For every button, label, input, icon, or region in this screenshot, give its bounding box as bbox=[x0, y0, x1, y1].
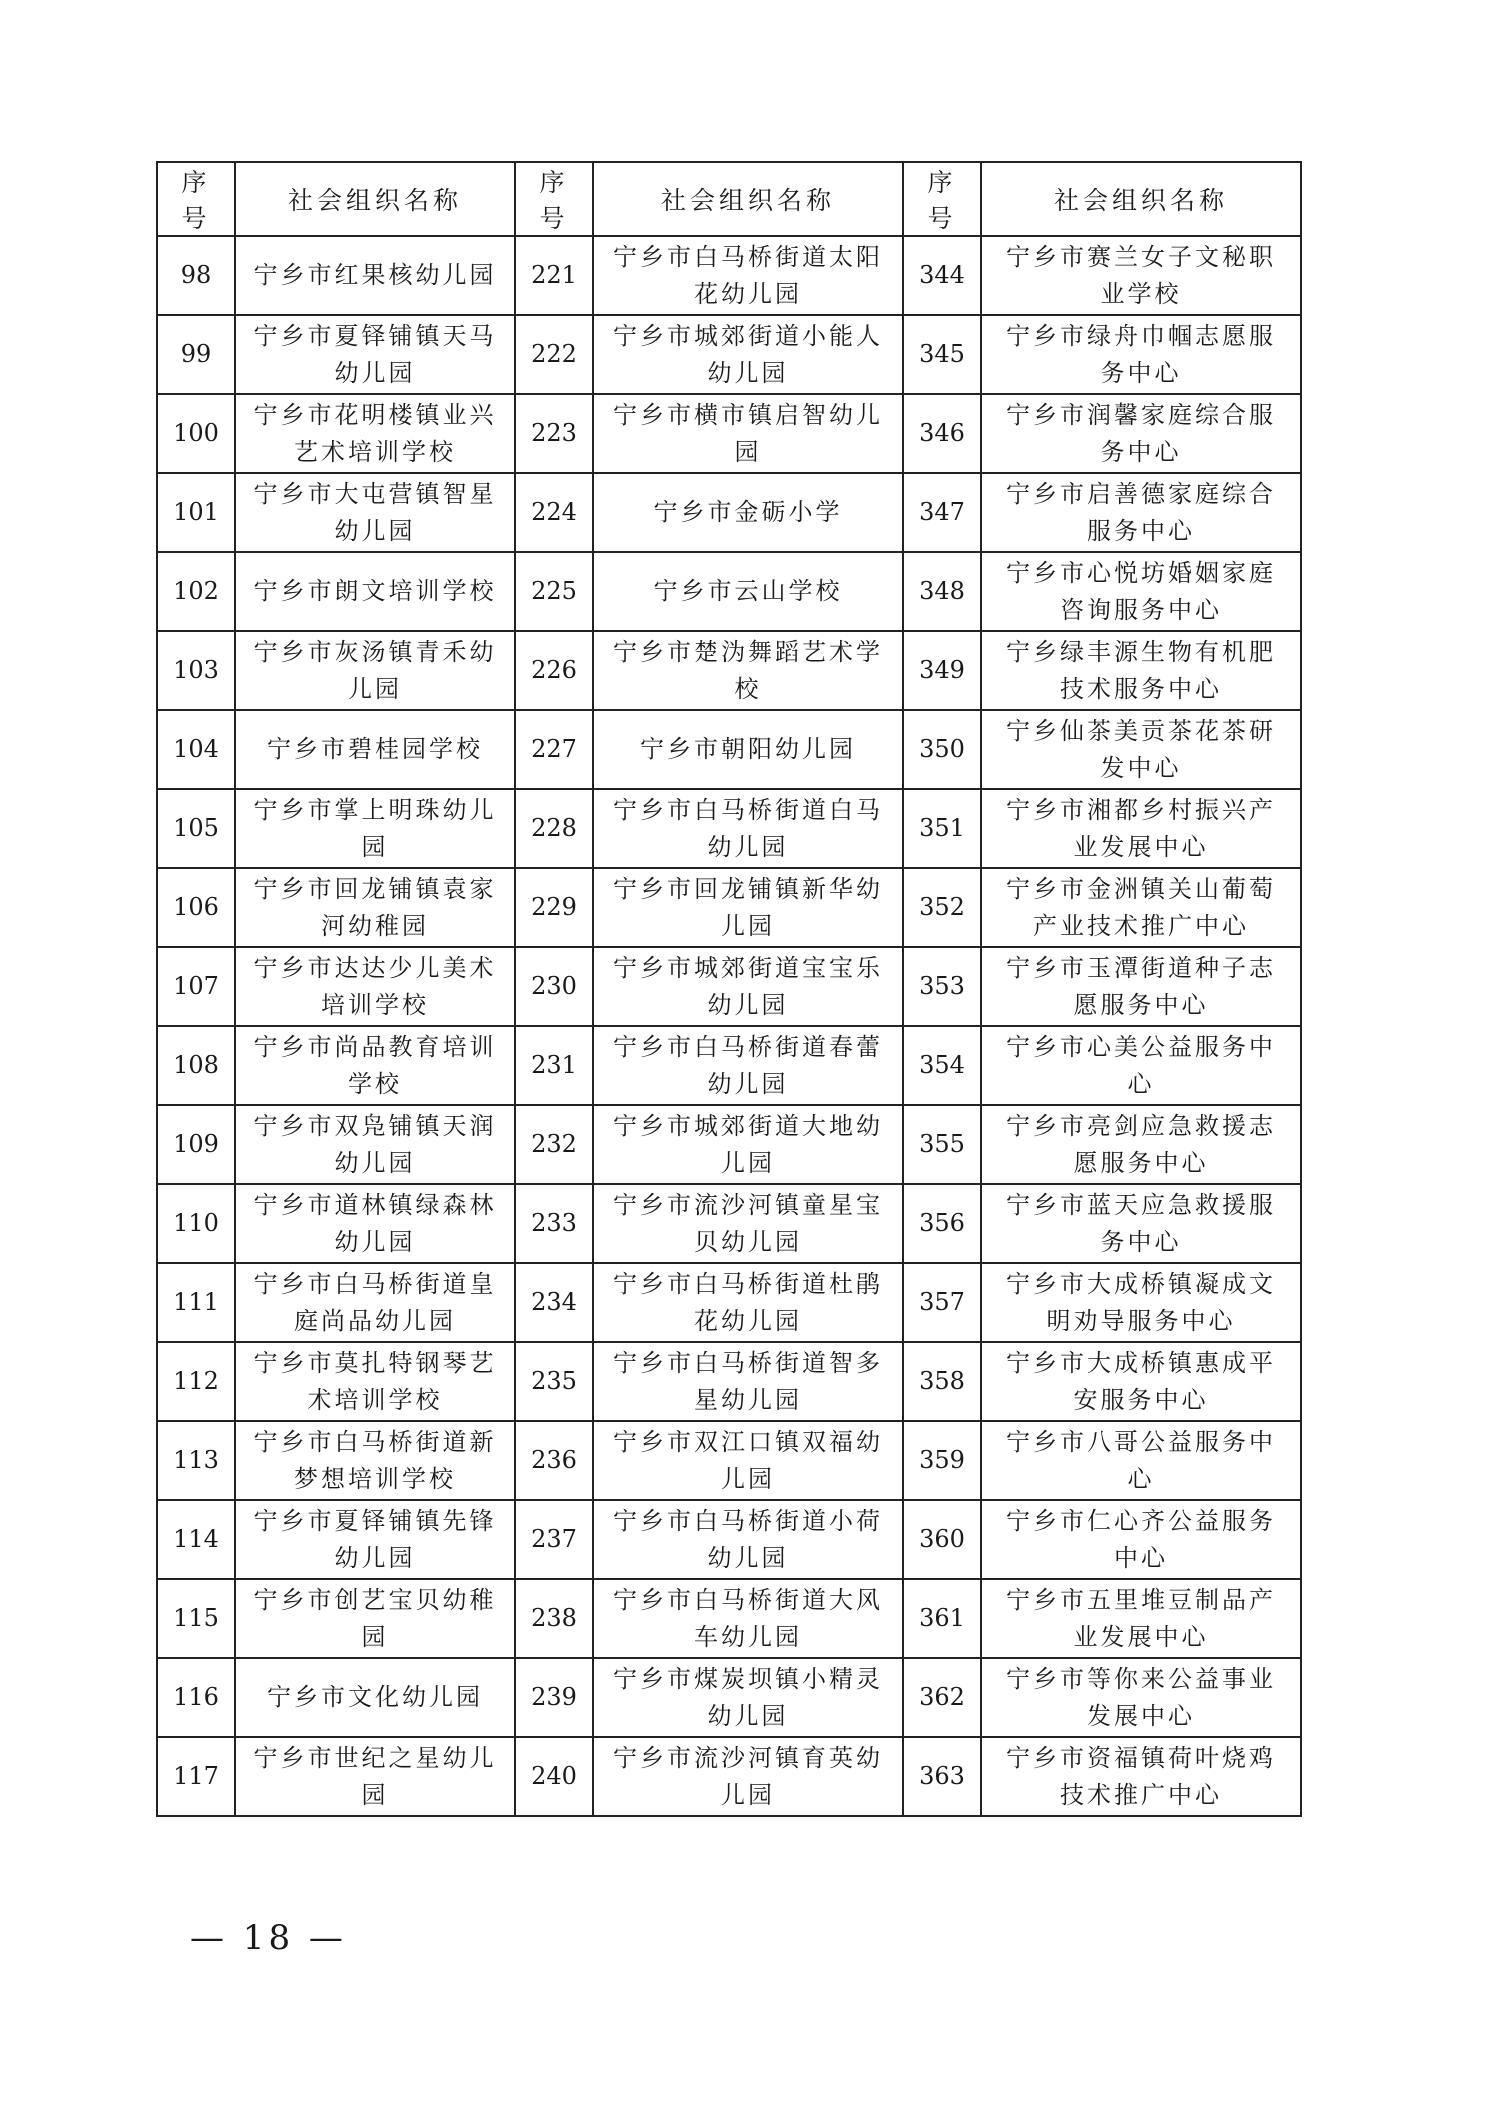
header-org-name: 社会组织名称 bbox=[981, 162, 1301, 236]
seq-cell: 223 bbox=[515, 394, 593, 473]
org-name-cell: 宁乡市红果核幼儿园 bbox=[235, 236, 515, 315]
org-name-cell: 宁乡市创艺宝贝幼稚园 bbox=[235, 1579, 515, 1658]
header-seq: 序号 bbox=[157, 162, 235, 236]
seq-cell: 361 bbox=[903, 1579, 981, 1658]
org-name-cell: 宁乡市大屯营镇智星幼儿园 bbox=[235, 473, 515, 552]
seq-cell: 234 bbox=[515, 1263, 593, 1342]
table-row bbox=[157, 789, 1301, 868]
table-row bbox=[157, 868, 1301, 947]
org-name-cell: 宁乡市大成桥镇惠成平安服务中心 bbox=[981, 1342, 1301, 1421]
table-header-row bbox=[157, 162, 1301, 236]
seq-cell: 103 bbox=[157, 631, 235, 710]
seq-cell: 353 bbox=[903, 947, 981, 1026]
org-name-cell: 宁乡市绿舟巾帼志愿服务中心 bbox=[981, 315, 1301, 394]
social-organization-table bbox=[156, 161, 1302, 1817]
seq-cell: 98 bbox=[157, 236, 235, 315]
org-name-cell: 宁乡市白马桥街道智多星幼儿园 bbox=[593, 1342, 903, 1421]
table-row bbox=[157, 1026, 1301, 1105]
seq-cell: 108 bbox=[157, 1026, 235, 1105]
seq-cell: 226 bbox=[515, 631, 593, 710]
org-name-cell: 宁乡市城郊街道小能人幼儿园 bbox=[593, 315, 903, 394]
seq-cell: 347 bbox=[903, 473, 981, 552]
org-name-cell: 宁乡绿丰源生物有机肥技术服务中心 bbox=[981, 631, 1301, 710]
org-name-cell: 宁乡市润馨家庭综合服务中心 bbox=[981, 394, 1301, 473]
org-name-cell: 宁乡市掌上明珠幼儿园 bbox=[235, 789, 515, 868]
header-seq: 序号 bbox=[903, 162, 981, 236]
seq-cell: 360 bbox=[903, 1500, 981, 1579]
seq-cell: 359 bbox=[903, 1421, 981, 1500]
seq-cell: 109 bbox=[157, 1105, 235, 1184]
org-name-cell: 宁乡市白马桥街道太阳花幼儿园 bbox=[593, 236, 903, 315]
seq-cell: 238 bbox=[515, 1579, 593, 1658]
seq-cell: 224 bbox=[515, 473, 593, 552]
org-name-cell: 宁乡市等你来公益事业发展中心 bbox=[981, 1658, 1301, 1737]
table-row bbox=[157, 236, 1301, 315]
org-name-cell: 宁乡市煤炭坝镇小精灵幼儿园 bbox=[593, 1658, 903, 1737]
table-row bbox=[157, 473, 1301, 552]
org-name-cell: 宁乡市湘都乡村振兴产业发展中心 bbox=[981, 789, 1301, 868]
seq-cell: 355 bbox=[903, 1105, 981, 1184]
seq-cell: 106 bbox=[157, 868, 235, 947]
seq-cell: 227 bbox=[515, 710, 593, 789]
org-name-cell: 宁乡市夏铎铺镇天马幼儿园 bbox=[235, 315, 515, 394]
seq-cell: 105 bbox=[157, 789, 235, 868]
org-name-cell: 宁乡市碧桂园学校 bbox=[235, 710, 515, 789]
org-name-cell: 宁乡市朝阳幼儿园 bbox=[593, 710, 903, 789]
org-name-cell: 宁乡市道林镇绿森林幼儿园 bbox=[235, 1184, 515, 1263]
seq-cell: 232 bbox=[515, 1105, 593, 1184]
seq-cell: 236 bbox=[515, 1421, 593, 1500]
seq-cell: 225 bbox=[515, 552, 593, 631]
seq-cell: 240 bbox=[515, 1737, 593, 1816]
org-name-cell: 宁乡市白马桥街道皇庭尚品幼儿园 bbox=[235, 1263, 515, 1342]
org-name-cell: 宁乡市城郊街道大地幼儿园 bbox=[593, 1105, 903, 1184]
table-row bbox=[157, 1579, 1301, 1658]
org-name-cell: 宁乡市回龙铺镇新华幼儿园 bbox=[593, 868, 903, 947]
table-body bbox=[157, 236, 1301, 1816]
org-name-cell: 宁乡市莫扎特钢琴艺术培训学校 bbox=[235, 1342, 515, 1421]
seq-cell: 117 bbox=[157, 1737, 235, 1816]
table-row bbox=[157, 710, 1301, 789]
table-row bbox=[157, 1421, 1301, 1500]
seq-cell: 231 bbox=[515, 1026, 593, 1105]
org-name-cell: 宁乡市城郊街道宝宝乐幼儿园 bbox=[593, 947, 903, 1026]
seq-cell: 352 bbox=[903, 868, 981, 947]
table-row bbox=[157, 552, 1301, 631]
org-name-cell: 宁乡市亮剑应急救援志愿服务中心 bbox=[981, 1105, 1301, 1184]
table-row bbox=[157, 1105, 1301, 1184]
org-name-cell: 宁乡市白马桥街道白马幼儿园 bbox=[593, 789, 903, 868]
seq-cell: 112 bbox=[157, 1342, 235, 1421]
seq-cell: 356 bbox=[903, 1184, 981, 1263]
seq-cell: 110 bbox=[157, 1184, 235, 1263]
org-name-cell: 宁乡市白马桥街道大风车幼儿园 bbox=[593, 1579, 903, 1658]
org-name-cell: 宁乡市玉潭街道种子志愿服务中心 bbox=[981, 947, 1301, 1026]
seq-cell: 233 bbox=[515, 1184, 593, 1263]
org-name-cell: 宁乡市八哥公益服务中心 bbox=[981, 1421, 1301, 1500]
seq-cell: 350 bbox=[903, 710, 981, 789]
org-name-cell: 宁乡市横市镇启智幼儿园 bbox=[593, 394, 903, 473]
org-name-cell: 宁乡市心悦坊婚姻家庭咨询服务中心 bbox=[981, 552, 1301, 631]
table-row bbox=[157, 315, 1301, 394]
seq-cell: 235 bbox=[515, 1342, 593, 1421]
header-org-name: 社会组织名称 bbox=[593, 162, 903, 236]
org-name-cell: 宁乡市世纪之星幼儿园 bbox=[235, 1737, 515, 1816]
org-name-cell: 宁乡市赛兰女子文秘职业学校 bbox=[981, 236, 1301, 315]
org-name-cell: 宁乡市尚品教育培训学校 bbox=[235, 1026, 515, 1105]
org-name-cell: 宁乡市花明楼镇业兴艺术培训学校 bbox=[235, 394, 515, 473]
seq-cell: 363 bbox=[903, 1737, 981, 1816]
seq-cell: 351 bbox=[903, 789, 981, 868]
org-name-cell: 宁乡市云山学校 bbox=[593, 552, 903, 631]
table-row bbox=[157, 1737, 1301, 1816]
seq-cell: 102 bbox=[157, 552, 235, 631]
org-name-cell: 宁乡市资福镇荷叶烧鸡技术推广中心 bbox=[981, 1737, 1301, 1816]
org-name-cell: 宁乡市白马桥街道杜鹃花幼儿园 bbox=[593, 1263, 903, 1342]
seq-cell: 99 bbox=[157, 315, 235, 394]
seq-cell: 222 bbox=[515, 315, 593, 394]
seq-cell: 344 bbox=[903, 236, 981, 315]
org-name-cell: 宁乡市灰汤镇青禾幼儿园 bbox=[235, 631, 515, 710]
seq-cell: 221 bbox=[515, 236, 593, 315]
page-number: — 18 — bbox=[190, 1918, 347, 1958]
seq-cell: 362 bbox=[903, 1658, 981, 1737]
seq-cell: 116 bbox=[157, 1658, 235, 1737]
header-seq: 序号 bbox=[515, 162, 593, 236]
seq-cell: 101 bbox=[157, 473, 235, 552]
seq-cell: 107 bbox=[157, 947, 235, 1026]
seq-cell: 114 bbox=[157, 1500, 235, 1579]
table-row bbox=[157, 1342, 1301, 1421]
org-name-cell: 宁乡市启善德家庭综合服务中心 bbox=[981, 473, 1301, 552]
org-name-cell: 宁乡市白马桥街道新梦想培训学校 bbox=[235, 1421, 515, 1500]
org-name-cell: 宁乡市双江口镇双福幼儿园 bbox=[593, 1421, 903, 1500]
org-name-cell: 宁乡市回龙铺镇袁家河幼稚园 bbox=[235, 868, 515, 947]
org-name-cell: 宁乡仙茶美贡茶花茶研发中心 bbox=[981, 710, 1301, 789]
table-row bbox=[157, 1658, 1301, 1737]
org-name-cell: 宁乡市流沙河镇育英幼儿园 bbox=[593, 1737, 903, 1816]
seq-cell: 349 bbox=[903, 631, 981, 710]
org-name-cell: 宁乡市蓝天应急救援服务中心 bbox=[981, 1184, 1301, 1263]
org-name-cell: 宁乡市楚沩舞蹈艺术学校 bbox=[593, 631, 903, 710]
org-name-cell: 宁乡市白马桥街道春蕾幼儿园 bbox=[593, 1026, 903, 1105]
seq-cell: 111 bbox=[157, 1263, 235, 1342]
org-name-cell: 宁乡市五里堆豆制品产业发展中心 bbox=[981, 1579, 1301, 1658]
table-row bbox=[157, 947, 1301, 1026]
org-name-cell: 宁乡市仁心齐公益服务中心 bbox=[981, 1500, 1301, 1579]
seq-cell: 239 bbox=[515, 1658, 593, 1737]
seq-cell: 113 bbox=[157, 1421, 235, 1500]
seq-cell: 100 bbox=[157, 394, 235, 473]
org-name-cell: 宁乡市文化幼儿园 bbox=[235, 1658, 515, 1737]
seq-cell: 104 bbox=[157, 710, 235, 789]
org-name-cell: 宁乡市朗文培训学校 bbox=[235, 552, 515, 631]
seq-cell: 229 bbox=[515, 868, 593, 947]
header-org-name: 社会组织名称 bbox=[235, 162, 515, 236]
seq-cell: 345 bbox=[903, 315, 981, 394]
table-row bbox=[157, 1500, 1301, 1579]
org-name-cell: 宁乡市流沙河镇童星宝贝幼儿园 bbox=[593, 1184, 903, 1263]
table-row bbox=[157, 1184, 1301, 1263]
org-name-cell: 宁乡市夏铎铺镇先锋幼儿园 bbox=[235, 1500, 515, 1579]
org-name-cell: 宁乡市白马桥街道小荷幼儿园 bbox=[593, 1500, 903, 1579]
org-name-cell: 宁乡市大成桥镇凝成文明劝导服务中心 bbox=[981, 1263, 1301, 1342]
org-name-cell: 宁乡市金砺小学 bbox=[593, 473, 903, 552]
org-name-cell: 宁乡市双凫铺镇天润幼儿园 bbox=[235, 1105, 515, 1184]
table-row bbox=[157, 1263, 1301, 1342]
seq-cell: 237 bbox=[515, 1500, 593, 1579]
seq-cell: 357 bbox=[903, 1263, 981, 1342]
seq-cell: 358 bbox=[903, 1342, 981, 1421]
seq-cell: 230 bbox=[515, 947, 593, 1026]
seq-cell: 354 bbox=[903, 1026, 981, 1105]
org-name-cell: 宁乡市金洲镇关山葡萄产业技术推广中心 bbox=[981, 868, 1301, 947]
seq-cell: 346 bbox=[903, 394, 981, 473]
seq-cell: 228 bbox=[515, 789, 593, 868]
seq-cell: 115 bbox=[157, 1579, 235, 1658]
table-row bbox=[157, 631, 1301, 710]
seq-cell: 348 bbox=[903, 552, 981, 631]
org-name-cell: 宁乡市心美公益服务中心 bbox=[981, 1026, 1301, 1105]
org-name-cell: 宁乡市达达少儿美术培训学校 bbox=[235, 947, 515, 1026]
table-row bbox=[157, 394, 1301, 473]
